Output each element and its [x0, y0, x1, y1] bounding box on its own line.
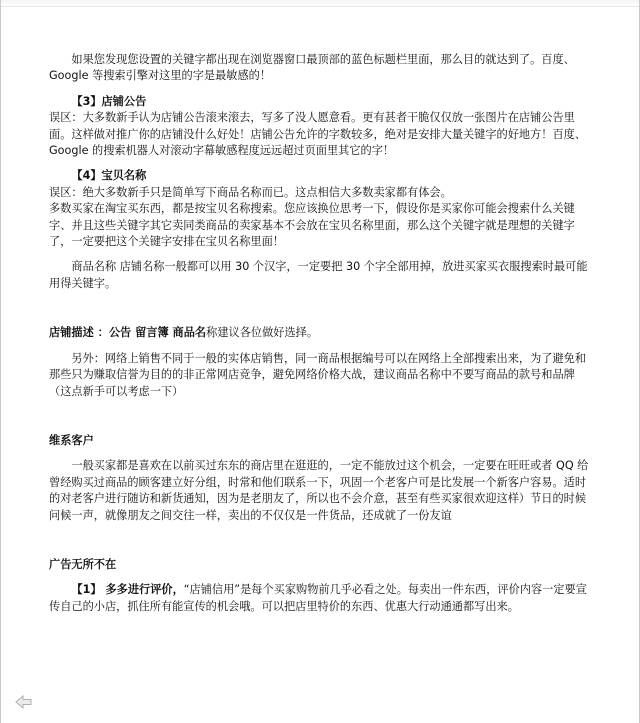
- document-body: [49, 52, 597, 615]
- paragraph-ads: [49, 582, 597, 615]
- paragraph-item-name-search: 多数买家在淘宝买东西，都是按宝贝名称搜索。您应该换位思考一下，假设你是买家你可能会搜索什么关键字、并且这些关键字其它卖同类商品的卖家基本不会放在宝贝名称里面，那么这个关键字就是理想的关键字了，一定要把这个关键字安排在宝贝名称里面！: [49, 202, 575, 249]
- top-strip: [1, 0, 639, 7]
- paragraph-customers: 一般买家都是喜欢在以前买过东东的商店里在逛逛的，一定不能放过这个机会，一定要在旺旺或者 QQ 给曾经购买过商品的顾客建立好分组，时常和他们联系一下，巩固一个老客户可是比发展一个新客户容易。适时的对老客户进行随访和新货通知，因为是老朋友了，所以也不会介意，甚至有些买家很欢迎这样）节日的时候问候一声，就像朋友之间交往一样，卖出的不仅仅是一件货品，还成就了一份友谊: [49, 459, 589, 522]
- heading-customers: 维系客户: [49, 433, 94, 447]
- ads-point-body: “店铺信用”是每个买家购物前几乎必看之处。每卖出一件东西，评价内容一定要宣传自己的小店，抓住所有能宣传的机会哦。可以把店里特价的东西、优惠大行动通通都写出来。: [49, 583, 587, 613]
- paragraph-store-notice: 误区：大多数新手认为店铺公告滚来滚去，写多了没人愿意看。更有甚者干脆仅仅放一张图片在店铺公告里面。这样做对推广你的店铺没什么好处！店铺公告允许的字数较多，绝对是安排大量关键字的好地方！百度、Google 的搜索机器人对滚动字幕敏感程度远远超过页面里其它的字！: [49, 111, 587, 158]
- paragraph-title-keywords: 如果您发现您设置的关键字都出现在浏览器窗口最顶部的蓝色标题栏里面，那么目的就达到了。百度、Google 等搜索引擎对这里的字是最敏感的！: [49, 53, 575, 83]
- ads-point-title: 【1】 多多进行评价，: [71, 583, 184, 597]
- paragraph-item-name-length: 商品名称 店铺名称一般都可以用 30 个汉字，一定要把 30 个字全部用掉，放进买家买衣服搜索时最可能用得关键字。: [49, 260, 588, 290]
- heading-ads: 广告无所不在: [49, 557, 117, 571]
- paragraph-store-description: [49, 325, 597, 341]
- heading-store-notice: 【3】店铺公告: [71, 94, 147, 108]
- heading-item-name: 【4】宝贝名称: [71, 169, 147, 183]
- store-description-label: 店铺描述 ：公告 留言簿 商品名: [49, 326, 207, 340]
- store-description-text: 称建议各位做好选择。: [206, 326, 319, 340]
- paragraph-other-note: 另外：网络上销售不同于一般的实体店销售，同一商品根据编号可以在网络上全部搜索出来，为了避免和那些只为赚取信誉为目的的非正常网店竞争，避免网络价格大战，建议商品名称中不要写商品的款号和品牌（这点新手可以考虑一下）: [49, 351, 587, 398]
- paragraph-item-name-misconception: 误区：绝大多数新手只是简单写下商品名称而已。这点相信大多数卖家都有体会。: [49, 185, 452, 199]
- back-arrow-icon[interactable]: [15, 694, 33, 710]
